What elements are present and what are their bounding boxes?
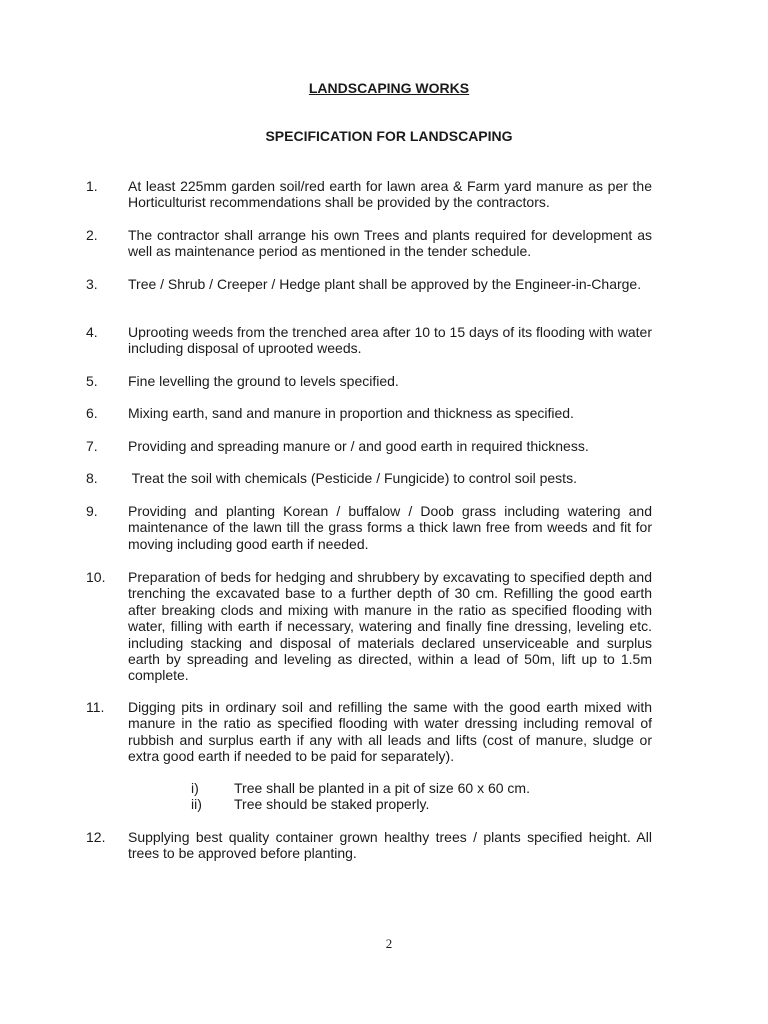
item-text: Fine levelling the ground to levels specified. bbox=[128, 373, 399, 389]
list-item bbox=[86, 227, 652, 260]
list-item bbox=[86, 178, 652, 211]
page-number: 2 bbox=[385, 936, 393, 951]
list-item bbox=[86, 405, 652, 421]
sub-list-item bbox=[191, 780, 530, 796]
list-item bbox=[86, 829, 652, 862]
item-text: Tree / Shrub / Creeper / Hedge plant shall be approved by the Engineer-in-Charge. bbox=[128, 276, 642, 292]
sub-item-number: i) bbox=[191, 780, 199, 796]
item-number: 11. bbox=[86, 699, 105, 715]
item-number: 6. bbox=[86, 405, 98, 421]
item-text: Mixing earth, sand and manure in proportion and thickness as specified. bbox=[128, 405, 574, 421]
item-text: Providing and spreading manure or / and good earth in required thickness. bbox=[128, 438, 589, 454]
item-number: 3. bbox=[86, 276, 98, 292]
item-number: 7. bbox=[86, 438, 98, 454]
item-number: 1. bbox=[86, 178, 98, 194]
list-item bbox=[86, 324, 652, 357]
sub-item-number: ii) bbox=[191, 796, 202, 812]
item-text: Digging pits in ordinary soil and refilling the same with the good earth mixed with manure in the ratio as specified flooding with water dressing including removal of rubbish and surplus earth if any with all leads and lifts (cost of manure, sludge or extra good earth if needed to be paid for separately). bbox=[128, 699, 652, 765]
item-number: 10. bbox=[86, 569, 106, 585]
item-text: Supplying best quality container grown healthy trees / plants specified height. All trees to be approved before planting. bbox=[128, 829, 652, 862]
item-number: 5. bbox=[86, 373, 98, 389]
sub-item-text: Tree shall be planted in a pit of size 60 x 60 cm. bbox=[234, 780, 530, 796]
item-text: Treat the soil with chemicals (Pesticide / Fungicide) to control soil pests. bbox=[128, 470, 577, 486]
list-item bbox=[86, 470, 652, 486]
list-item bbox=[86, 503, 652, 552]
item-text: At least 225mm garden soil/red earth for lawn area & Farm yard manure as per the Horticulturist recommendations shall be provided by the contractors. bbox=[128, 178, 652, 211]
sub-item-text: Tree should be staked properly. bbox=[234, 796, 430, 812]
item-text: Providing and planting Korean / buffalow / Doob grass including watering and maintenance of the lawn till the grass forms a thick lawn free from weeds and fit for moving including good earth if needed. bbox=[128, 503, 652, 552]
list-item bbox=[86, 699, 652, 765]
item-text: The contractor shall arrange his own Trees and plants required for development as well as maintenance period as mentioned in the tender schedule. bbox=[128, 227, 652, 260]
sub-list-item bbox=[191, 796, 429, 812]
list-item bbox=[86, 373, 652, 389]
item-number: 4. bbox=[86, 324, 98, 340]
list-item bbox=[86, 438, 652, 454]
item-number: 2. bbox=[86, 227, 98, 243]
item-text: Uprooting weeds from the trenched area after 10 to 15 days of its flooding with water including disposal of uprooted weeds. bbox=[128, 324, 652, 357]
document-subtitle: SPECIFICATION FOR LANDSCAPING bbox=[265, 128, 513, 144]
list-item bbox=[86, 569, 652, 684]
list-item bbox=[86, 276, 652, 292]
item-text: Preparation of beds for hedging and shrubbery by excavating to specified depth and trenching the excavated base to a further depth of 30 cm. Refilling the good earth after breaking clods and mixing with manure in the ratio as specified flooding with water, filling with earth if necessary, watering and finally fine dressing, leveling etc. including stacking and disposal of materials declared unserviceable and surplus earth by spreading and leveling as directed, within a lead of 50m, lift up to 1.5m complete. bbox=[128, 569, 652, 684]
item-number: 12. bbox=[86, 829, 106, 845]
item-number: 9. bbox=[86, 503, 98, 519]
document-title: LANDSCAPING WORKS bbox=[308, 80, 470, 96]
item-number: 8. bbox=[86, 470, 98, 486]
